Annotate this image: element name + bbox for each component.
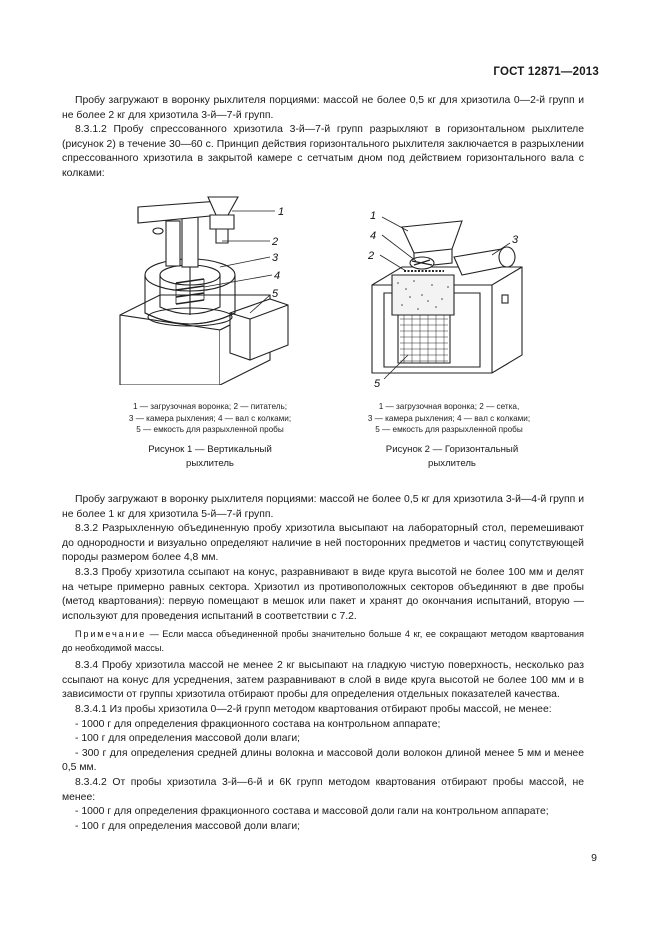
callout-3: 3 [272, 252, 279, 264]
list-item: - 300 г для определения средней длины волокна и массовой доли волокон длиной менее 5 мм и менее 0,5 мм. [62, 747, 584, 774]
paragraph: 8.3.3 Пробу хризотила ссыпают на конус, разравнивают в виде круга высотой не более 100 мм и делят на четыре примерно равных сектора. Хризотил из противоположных секторов объединяют в две пробы (метод квартования): первую помещают в мешок или пакет и хранят до окончания испытаний, вторую — используют для проведения испытаний в соответствии с 7.2. [62, 566, 584, 622]
figure-1-caption: Рисунок 1 — Вертикальный рыхлитель [148, 444, 272, 469]
list-item: - 100 г для определения массовой доли влаги; [75, 733, 301, 745]
paragraph: 8.3.4.1 Из пробы хризотила 0—2-й групп методом квартования отбирают пробы массой, не менее: [75, 703, 552, 715]
callout-1: 1 [278, 206, 285, 218]
callout-2: 2 [368, 250, 375, 262]
note-text: — Если масса объединенной пробы значительно больше 4 кг, ее сокращают методом квартования до необходимой массы. [62, 629, 584, 653]
note-label: Примечание [75, 629, 147, 640]
figure-2-caption: Рисунок 2 — Горизонтальный рыхлитель [385, 444, 519, 469]
list-item: - 1000 г для определения фракционного состава и массовой доли гали на контрольном аппарате; [75, 806, 549, 818]
callout-5: 5 [272, 288, 279, 300]
paragraph: 8.3.1.2 Пробу спрессованного хризотила 3-й—7-й групп разрыхляют в горизонтальном рыхлителе (рисунок 2) в течение 30—60 с. Принцип действия горизонтального рыхлителя заключается в разрыхлении спрессованного хризотила в закрытой камере с сетчатым дном под действием горизонтального вала с колками: [62, 124, 584, 179]
page-number: 9 [591, 852, 597, 864]
horizontal-loosener-drawing [362, 205, 537, 390]
paragraph: 8.3.2 Разрыхленную объединенную пробу хризотила высыпают на лабораторный стол, перемешивают до однородности и визуально определяют наличие в ней посторонних предметов и частиц сопутствующей породы размером более 4,8 мм. [62, 523, 584, 564]
figure-1-vertical-loosener [110, 195, 300, 385]
note [62, 628, 584, 655]
paragraph: Пробу загружают в воронку рыхлителя порциями: массой не более 0,5 кг для хризотила 3-й—4-й групп и не более 1 кг для хризотила 5-й—7-й групп. [62, 494, 584, 520]
top-text [62, 94, 584, 182]
paragraph: Пробу загружают в воронку рыхлителя порциями: массой не более 0,5 кг для хризотила 0—2-й групп и не более 2 кг для хризотила 3-й—7-й групп. [62, 95, 584, 121]
callout-1: 1 [370, 210, 377, 222]
callout-5: 5 [374, 378, 381, 390]
paragraph: 8.3.4.2 От пробы хризотила 3-й—6-й и 6К групп методом квартования отбирают пробы массой, не менее: [62, 776, 584, 803]
callout-3: 3 [512, 234, 519, 246]
paragraph: 8.3.4 Пробу хризотила массой не менее 2 кг высыпают на гладкую чистую поверхность, несколько раз ссыпают на конус для усреднения, затем разравнивают в слой в виде круга высотой не более 100 мм и в зависимости от группы хризотила отбирают пробы для определения отдельных показателей качества. [62, 660, 584, 701]
body-text [62, 493, 584, 834]
vertical-loosener-drawing [110, 195, 300, 385]
figure-2-horizontal-loosener [362, 205, 537, 390]
figure-1-legend: 1 — загрузочная воронка; 2 — питатель; 3 — камера рыхления; 4 — вал с колками; 5 — емкость для разрыхленной пробы [128, 402, 292, 434]
standard-header: ГОСТ 12871—2013 [493, 66, 599, 78]
list-item: - 1000 г для определения фракционного состава на контрольном аппарате; [75, 718, 441, 730]
callout-4: 4 [370, 230, 377, 242]
list-item: - 100 г для определения массовой доли влаги; [75, 820, 301, 832]
callout-4: 4 [274, 270, 281, 282]
callout-2: 2 [272, 236, 279, 248]
figure-2-legend: 1 — загрузочная воронка; 2 — сетка, 3 — камера рыхления; 4 — вал с колками; 5 — емкость для разрыхленной пробы [367, 402, 531, 434]
